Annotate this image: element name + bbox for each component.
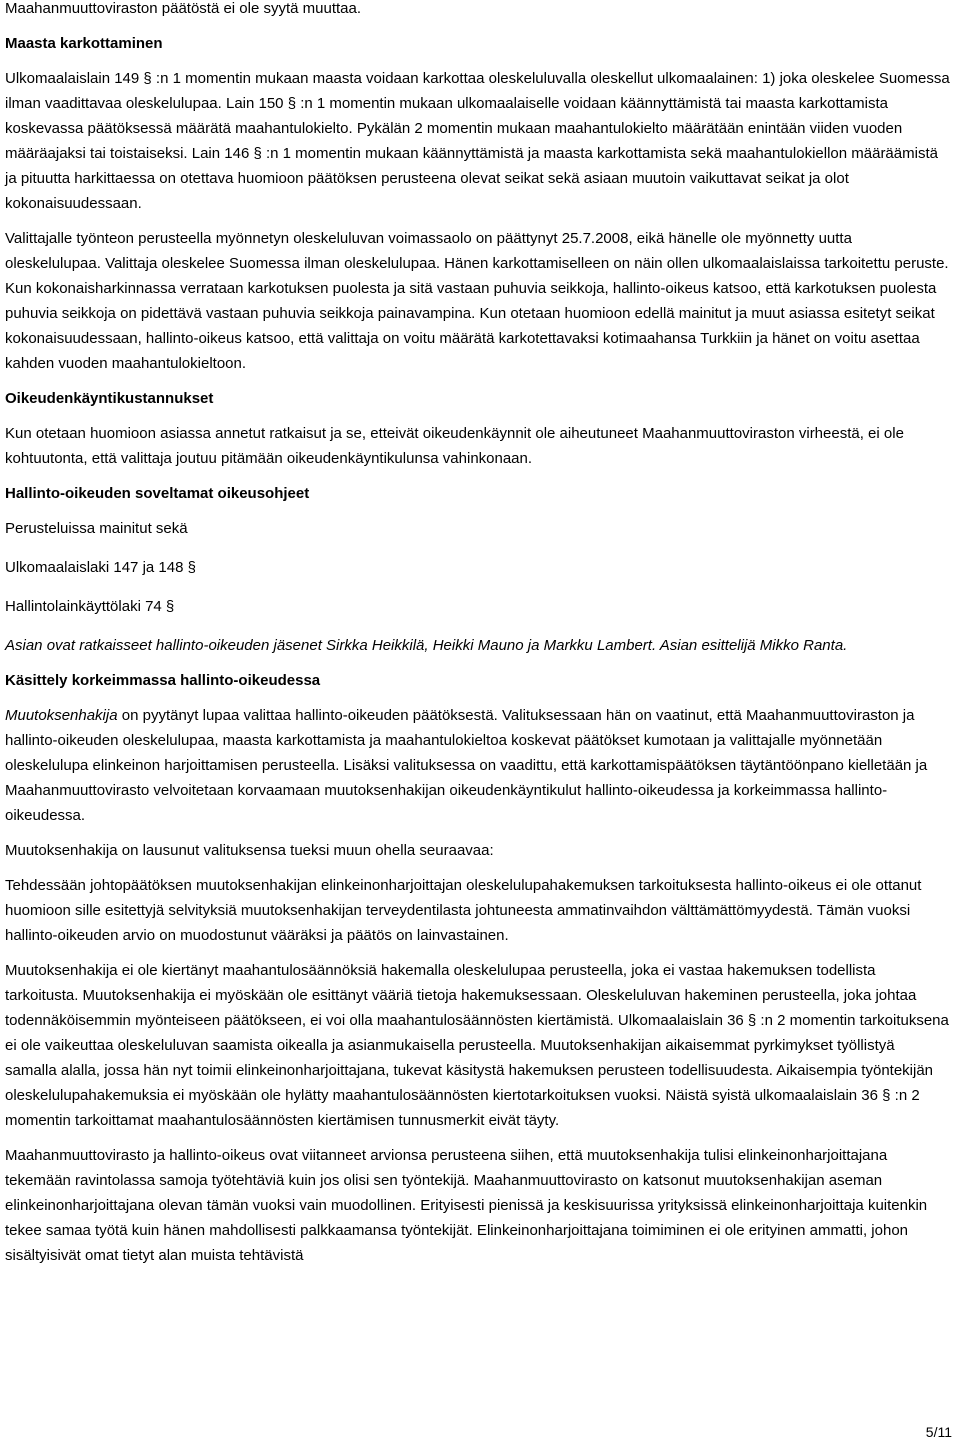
- paragraph-appeal: [5, 703, 950, 828]
- section-heading-deportation: Maasta karkottaminen: [5, 35, 163, 52]
- applied-law-line-1: Perusteluissa mainitut sekä: [5, 520, 188, 537]
- paragraph-deportation-assessment: Valittajalle työnteon perusteella myönnetyn oleskeluluvan voimassaolo on päättynyt 25.7.2008, eikä hänelle ole myönnetty uutta oleskelulupaa. Valittaja oleskelee Suomessa ilman oleskelulupaa. Hänen karkottamiselleen on näin ollen ulkomaalaislaissa tarkoitettu peruste. Kun kokonaisharkinnassa verrataan karkotuksen puolesta ja sitä vastaan puhuvia seikkoja, hallinto-oikeus katsoo, että karkotuksen puolesta puhuvia seikkoja on pidettävä vastaan puhuvia seikkoja painavampina. Kun otetaan huomioon edellä mainitut ja muut asiassa esitetyt seikat kokonaisuudessaan, hallinto-oikeus katsoo, että valittaja on voitu määrätä karkotettavaksi kotimaahansa Turkkiin ja hänet on voitu asettaa kahden vuoden maahantulokieltoon.: [5, 230, 949, 372]
- paragraph-deportation-law: Ulkomaalaislain 149 § :n 1 momentin mukaan maasta voidaan karkottaa oleskeluluvalla oleskellut ulkomaalainen: 1) joka oleskelee Suomessa ilman vaadittavaa oleskelulupaa. Lain 150 § :n 1 momentin mukaan ulkomaalaiselle voidaan käännyttämistä tai maasta karkottamista koskevassa päätöksessä määrätä maahantulokielto. Pykälän 2 momentin mukaan maahantulokielto määrätään enintään viiden vuoden määräajaksi tai toistaiseksi. Lain 146 § :n 1 momentin mukaan käännyttämistä ja maasta karkottamista sekä maahantulokiellon määräämistä ja pituutta harkittaessa on otettava huomioon päätöksen perusteena olevat seikat sekä asiaan muutoin vaikuttavat seikat ja olot kokonaisuudessaan.: [5, 70, 950, 212]
- paragraph-appeal-intro: Muutoksenhakija on lausunut valituksensa tueksi muun ohella seuraavaa:: [5, 842, 494, 859]
- paragraph-appeal-entrepreneur: Maahanmuuttovirasto ja hallinto-oikeus ovat viitanneet arvionsa perusteena siihen, että muutoksenhakija tulisi elinkeinonharjoittajana tekemään ravintolassa samoja työtehtäviä kuin jos olisi sen työntekijä. Maahanmuuttovirasto on katsonut muutoksenhakijan aseman elinkeinonharjoittajana olevan tämän vuoksi vain muodollinen. Erityisesti pienissä ja keskisuurissa yrityksissä elinkeinonharjoittaja kuitenkin tekee samaa työtä kuin hänen mahdollisesti palkkaamansa työntekijät. Elinkeinonharjoittajana toimiminen ei ole erityinen ammatti, johon sisältyisivät omat tietyt alan muista tehtävistä: [5, 1147, 928, 1264]
- section-heading-supreme-court: Käsittely korkeimmassa hallinto-oikeudessa: [5, 672, 321, 689]
- section-heading-legal-costs: Oikeudenkäyntikustannukset: [5, 390, 214, 407]
- applied-law-line-2: Ulkomaalaislaki 147 ja 148 §: [5, 559, 196, 576]
- page-number: 5/11: [925, 1424, 952, 1440]
- section-heading-applied-law: Hallinto-oikeuden soveltamat oikeusohjeet: [5, 485, 310, 502]
- intro-paragraph: Maahanmuuttoviraston päätöstä ei ole syytä muuttaa.: [5, 0, 362, 17]
- applied-law-line-3: Hallintolainkäyttölaki 74 §: [5, 598, 175, 615]
- appellant-term: Muutoksenhakija: [5, 707, 118, 724]
- paragraph-appeal-text: on pyytänyt lupaa valittaa hallinto-oikeuden päätöksestä. Valituksessaan hän on vaatinut, että Maahanmuuttoviraston ja hallinto-oikeuden oleskelulupaa, maasta karkottamista ja maahantulokieltoa koskevat päätökset kumotaan ja valittajalle myönnetään oleskelulupa elinkeinon harjoittamisen perusteella. Lisäksi valituksessa on vaadittu, että karkottamispäätöksen täytäntöönpano kielletään ja Maahanmuuttovirasto velvoitetaan korvaamaan muutoksenhakijan oikeudenkäyntikulut hallinto-oikeudessa ja korkeimmassa hallinto-oikeudessa.: [5, 707, 928, 824]
- paragraph-legal-costs: Kun otetaan huomioon asiassa annetut ratkaisut ja se, etteivät oikeudenkäynnit ole aiheutuneet Maahanmuuttoviraston virheestä, ei ole kohtuutonta, että valittaja joutuu pitämään oikeudenkäyntikulunsa vahinkonaan.: [5, 425, 904, 467]
- paragraph-appeal-circumvention: Muutoksenhakija ei ole kiertänyt maahantulosäännöksiä hakemalla oleskelulupaa perusteella, joka ei vastaa hakemuksen todellista tarkoitusta. Muutoksenhakija ei myöskään ole esittänyt vääriä tietoja hakemuksessaan. Oleskeluluvan hakeminen perusteella, joka johtaa todennäköisemmin myönteiseen päätökseen, ei voi olla maahantulosäännösten kiertämistä. Ulkomaalaislain 36 § :n 2 momentin tarkoituksena ei ole vaikeuttaa oleskeluluvan saamista oikealla ja asianmukaisella perusteella. Muutoksenhakijan aikaisemmat pyrkimykset työllistyä samalla alalla, jossa hän nyt toimii elinkeinonharjoittajana, tukevat käsitystä hakemuksen perusteen todellisuudesta. Aikaisempia työntekijän oleskelulupahakemuksia ei myöskään ole hylätty maahantulosäännösten kiertotarkoituksen vuoksi. Näistä syistä ulkomaalaislain 36 § :n 2 momentin tarkoittamat maahantulosäännösten kiertämisen tunnusmerkit eivät täyty.: [5, 962, 949, 1129]
- paragraph-appeal-health: Tehdessään johtopäätöksen muutoksenhakijan elinkeinonharjoittajan oleskelulupahakemuksen tarkoituksesta hallinto-oikeus ei ole ottanut huomioon sille esitettyjä selvityksiä muutoksenhakijan terveydentilasta johtuneesta ammatinvaihdon välttämättömyydestä. Tämän vuoksi hallinto-oikeuden arvio on muodostunut vääräksi ja päätös on lainvastainen.: [5, 877, 922, 944]
- document-page: [5, 0, 950, 1278]
- judges-statement: Asian ovat ratkaisseet hallinto-oikeuden jäsenet Sirkka Heikkilä, Heikki Mauno ja Markku Lambert. Asian esittelijä Mikko Ranta.: [5, 637, 848, 654]
